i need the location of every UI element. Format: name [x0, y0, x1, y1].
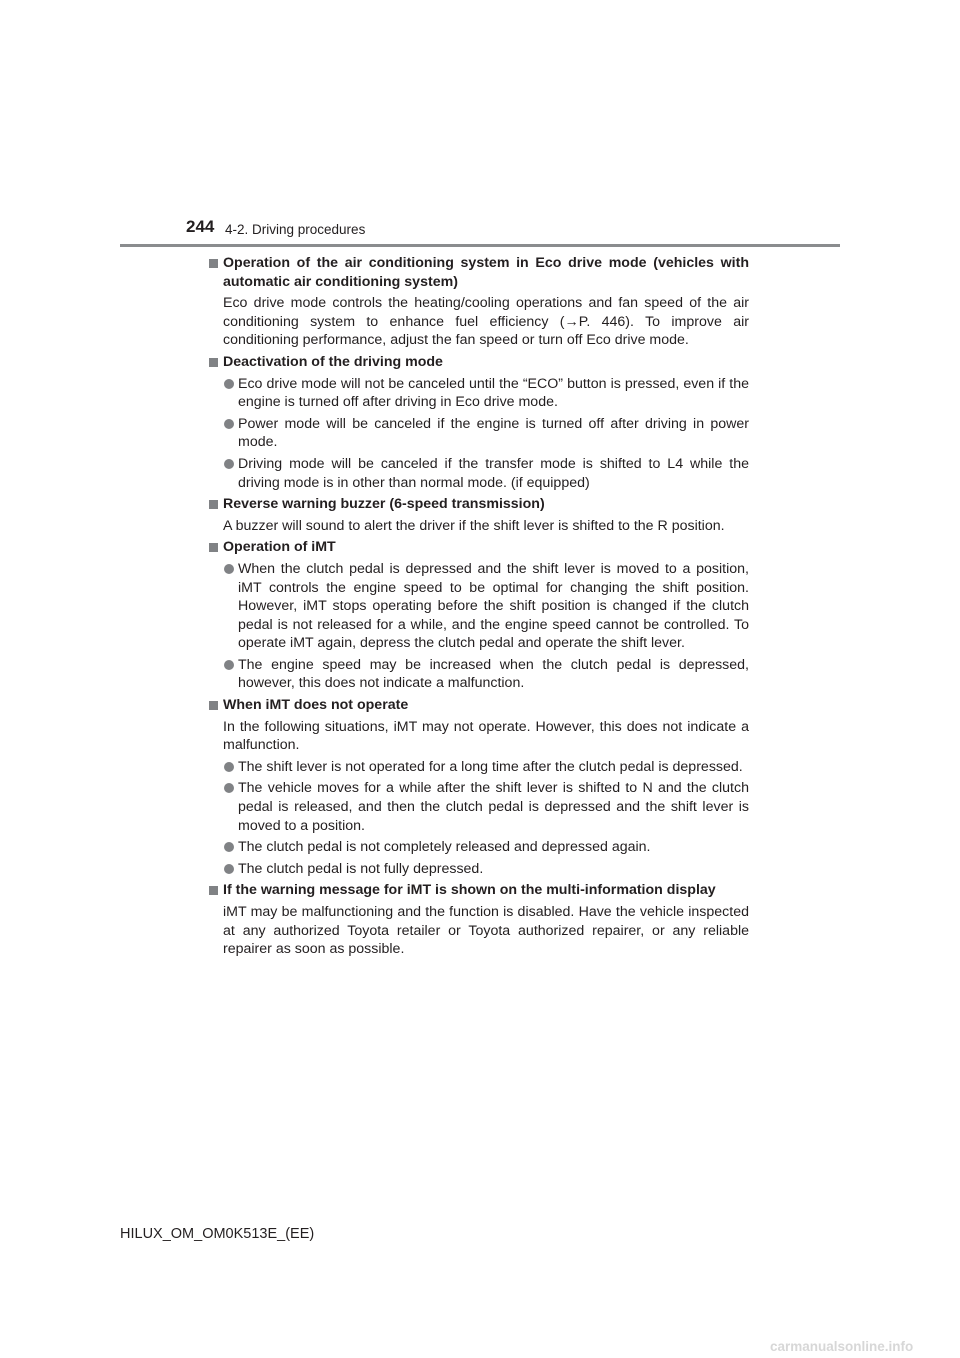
- section-eco-ac: [209, 254, 749, 350]
- section-body: In the following situations, iMT may not operate. However, this does not indicate a malfunction.: [223, 718, 749, 754]
- section-imt-warning: [209, 881, 749, 958]
- list-item: The vehicle moves for a while after the shift lever is shifted to N and the clutch pedal is released, and then the clutch pedal is depressed and the shift lever is moved to a position.: [209, 779, 749, 835]
- section-title: Operation of the air conditioning system in Eco drive mode (vehicles with automatic air conditioning system): [209, 254, 749, 291]
- chapter-title: 4-2. Driving procedures: [225, 222, 366, 237]
- section-deactivation: [209, 353, 749, 492]
- circle-bullet-icon: [224, 864, 234, 874]
- list-item: When the clutch pedal is depressed and the shift lever is moved to a position, iMT controls the engine speed to be optimal for changing the shift position. However, iMT stops operating before the shift position is changed if the clutch pedal is not released for a while, and the engine speed cannot be controlled. To operate iMT again, depress the clutch pedal and operate the shift lever.: [209, 560, 749, 653]
- section-title: Operation of iMT: [209, 538, 749, 557]
- section-imt-not-operate: [209, 696, 749, 878]
- circle-bullet-icon: [224, 419, 234, 429]
- list-item: Driving mode will be canceled if the transfer mode is shifted to L4 while the driving mode is in other than normal mode. (if equipped): [209, 455, 749, 492]
- square-bullet-icon: [209, 259, 218, 268]
- section-imt-operation: [209, 538, 749, 693]
- list-item: Eco drive mode will not be canceled until the “ECO” button is pressed, even if the engine is turned off after driving in Eco drive mode.: [209, 375, 749, 412]
- circle-bullet-icon: [224, 842, 234, 852]
- circle-bullet-icon: [224, 660, 234, 670]
- header-divider: [120, 244, 840, 247]
- list-item: The clutch pedal is not completely released and depressed again.: [209, 838, 749, 857]
- document-code: HILUX_OM_OM0K513E_(EE): [120, 1226, 315, 1242]
- circle-bullet-icon: [224, 783, 234, 793]
- list-item: The shift lever is not operated for a long time after the clutch pedal is depressed.: [209, 758, 749, 777]
- square-bullet-icon: [209, 358, 218, 367]
- watermark: carmanualsonline.info: [770, 1339, 914, 1354]
- circle-bullet-icon: [224, 459, 234, 469]
- section-title: If the warning message for iMT is shown on the multi-information display: [209, 881, 749, 900]
- circle-bullet-icon: [224, 379, 234, 389]
- content: [209, 254, 749, 962]
- square-bullet-icon: [209, 543, 218, 552]
- section-title: When iMT does not operate: [209, 696, 749, 715]
- list-item: The clutch pedal is not fully depressed.: [209, 860, 749, 879]
- circle-bullet-icon: [224, 564, 234, 574]
- list-item: Power mode will be canceled if the engine is turned off after driving in power mode.: [209, 415, 749, 452]
- page-number: 244: [186, 217, 215, 236]
- list-item: The engine speed may be increased when the clutch pedal is depressed, however, this does not indicate a malfunction.: [209, 656, 749, 693]
- section-title: Reverse warning buzzer (6-speed transmission): [209, 495, 749, 514]
- section-body: Eco drive mode controls the heating/cooling operations and fan speed of the air conditioning system to enhance fuel efficiency (→P. 446). To improve air conditioning performance, adjust the fan speed or turn off Eco drive mode.: [223, 295, 749, 349]
- square-bullet-icon: [209, 500, 218, 509]
- section-title: Deactivation of the driving mode: [209, 353, 749, 372]
- circle-bullet-icon: [224, 762, 234, 772]
- square-bullet-icon: [209, 701, 218, 710]
- section-body: A buzzer will sound to alert the driver if the shift lever is shifted to the R position.: [223, 517, 725, 534]
- square-bullet-icon: [209, 886, 218, 895]
- section-body: iMT may be malfunctioning and the function is disabled. Have the vehicle inspected at any authorized Toyota retailer or Toyota authorized repairer, or any reliable repairer as soon as possible.: [223, 904, 749, 958]
- section-reverse-buzzer: [209, 495, 749, 535]
